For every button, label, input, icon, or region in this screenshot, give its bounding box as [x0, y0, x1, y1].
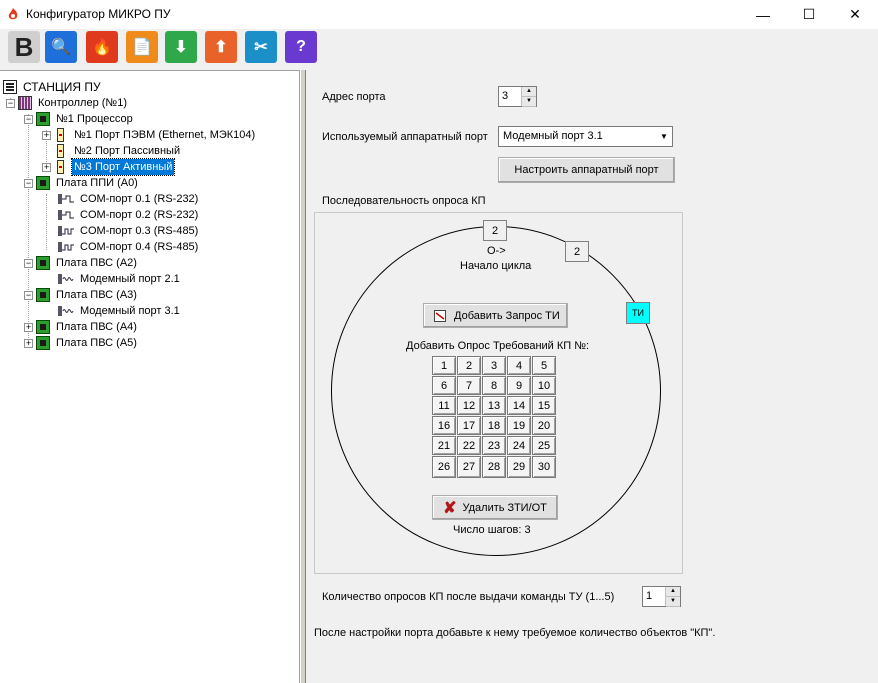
kp-number-button-14[interactable]: 14 — [507, 396, 531, 415]
hw-port-select[interactable] — [498, 126, 673, 147]
tree-node-port2[interactable] — [54, 143, 182, 159]
tree-node-com04[interactable] — [58, 239, 200, 255]
window-title: Конфигуратор МИКРО ПУ — [26, 7, 171, 21]
tree-label: №2 Порт Пассивный — [74, 145, 181, 157]
cycle-start-label: Начало цикла — [460, 260, 532, 272]
minimize-icon: — — [756, 6, 770, 23]
add-request-icon — [434, 310, 446, 322]
collapse-toggle[interactable]: − — [7, 97, 14, 108]
kp-number-button-20[interactable]: 20 — [532, 416, 556, 435]
maximize-icon: ☐ — [802, 6, 816, 22]
tree-label: Модемный порт 2.1 — [80, 273, 180, 285]
port-icon — [57, 144, 64, 158]
add-ti-request-button[interactable] — [423, 303, 568, 328]
poll-count-spinner[interactable] — [642, 586, 681, 607]
kp-number-button-15[interactable]: 15 — [532, 396, 556, 415]
sequence-label: Последовательность опроса КП — [322, 195, 486, 207]
tree-label: Плата ПВС (А3) — [56, 289, 137, 301]
kp-number-button-13[interactable]: 13 — [482, 396, 506, 415]
tree-node-pvs3[interactable] — [24, 287, 139, 303]
tree-node-modem21[interactable] — [58, 271, 182, 287]
tree-node-processor[interactable] — [24, 111, 135, 127]
poll-count-label: Количество опросов КП после выдачи команды ТУ (1...5) — [322, 591, 615, 603]
spin-down-icon[interactable]: ▼ — [666, 597, 680, 607]
kp-number-button-29[interactable]: 29 — [507, 456, 531, 478]
spin-down-icon[interactable]: ▼ — [522, 97, 536, 107]
kp-number-button-17[interactable]: 17 — [457, 416, 481, 435]
com-port-icon — [58, 209, 74, 221]
kp-number-button-2[interactable]: 2 — [457, 356, 481, 375]
board-icon — [36, 112, 50, 126]
kp-number-button-22[interactable]: 22 — [457, 436, 481, 455]
app-icon — [6, 7, 20, 21]
kp-number-button-27[interactable]: 27 — [457, 456, 481, 478]
maximize-button[interactable] — [786, 0, 832, 29]
letter-b-icon: B — [14, 31, 34, 62]
kp-number-grid — [432, 356, 558, 478]
board-icon — [36, 256, 50, 270]
kp-number-button-1[interactable]: 1 — [432, 356, 456, 375]
tools-icon: ✂ — [254, 39, 268, 56]
collapse-toggle[interactable]: − — [25, 257, 32, 268]
expand-toggle[interactable]: + — [25, 321, 32, 332]
search-button[interactable] — [45, 31, 77, 63]
board-icon — [36, 320, 50, 334]
upload-button[interactable] — [205, 31, 237, 63]
close-icon: ✕ — [849, 6, 861, 22]
kp-number-button-21[interactable]: 21 — [432, 436, 456, 455]
kp-number-button-12[interactable]: 12 — [457, 396, 481, 415]
cycle-step-second[interactable]: 2 — [565, 241, 589, 262]
search-icon: 🔍 — [51, 39, 71, 56]
upload-icon: ⬆ — [214, 39, 228, 56]
rs485-icon — [58, 241, 74, 253]
tree-node-modem31[interactable] — [58, 303, 182, 319]
help-button[interactable] — [285, 31, 317, 63]
spin-up-icon[interactable]: ▲ — [522, 87, 536, 97]
configure-hw-port-button[interactable]: Настроить аппаратный порт — [498, 157, 675, 183]
delete-zti-label: Удалить ЗТИ/ОТ — [462, 501, 547, 514]
tree-node-ppi[interactable] — [24, 175, 140, 191]
tree-label: №1 Порт ПЭВМ (Ethernet, МЭК104) — [74, 129, 256, 141]
modem-icon — [58, 305, 74, 317]
tree-node-station[interactable] — [3, 79, 103, 95]
rs485-icon — [58, 225, 74, 237]
fire-button[interactable] — [86, 31, 118, 63]
kp-number-button-25[interactable]: 25 — [532, 436, 556, 455]
tree-label: COM-порт 0.4 (RS-485) — [80, 241, 199, 253]
tree-label: COM-порт 0.3 (RS-485) — [80, 225, 199, 237]
kp-number-button-5[interactable]: 5 — [532, 356, 556, 375]
kp-number-button-4[interactable]: 4 — [507, 356, 531, 375]
collapse-toggle[interactable]: − — [25, 177, 32, 188]
title-bar — [0, 0, 878, 29]
spin-up-icon[interactable]: ▲ — [666, 587, 680, 597]
station-icon — [3, 80, 17, 94]
kp-number-button-6[interactable]: 6 — [432, 376, 456, 395]
fire-icon: 🔥 — [92, 39, 112, 56]
steps-count-label: Число шагов: 3 — [453, 524, 531, 536]
tree-node-com01[interactable] — [58, 191, 200, 207]
kp-number-button-10[interactable]: 10 — [532, 376, 556, 395]
kp-number-button-18[interactable]: 18 — [482, 416, 506, 435]
expand-toggle[interactable]: + — [43, 161, 50, 172]
port-address-value: 3 — [502, 90, 509, 102]
port-address-label: Адрес порта — [322, 91, 386, 103]
download-icon: ⬇ — [174, 39, 188, 56]
tree-node-port1[interactable] — [42, 127, 257, 143]
modem-icon — [58, 273, 74, 285]
tree-node-pvs5[interactable] — [24, 335, 139, 351]
tree-label: Модемный порт 3.1 — [80, 305, 180, 317]
hw-port-label: Используемый аппаратный порт — [322, 131, 488, 143]
tree-label: COM-порт 0.2 (RS-232) — [80, 209, 199, 221]
expand-toggle[interactable]: + — [43, 129, 50, 140]
letter-b-button[interactable] — [8, 31, 40, 63]
tree-node-pvs2[interactable] — [24, 255, 139, 271]
cycle-step-top[interactable]: 2 — [483, 220, 507, 241]
cycle-start-symbol: O-> — [487, 245, 506, 257]
tree-label: Плата ПВС (А5) — [56, 337, 137, 349]
tree-node-port3[interactable] — [42, 159, 174, 175]
hint-text: После настройки порта добавьте к нему требуемое количество объектов "КП". — [314, 627, 716, 639]
chevron-down-icon: ▼ — [660, 132, 668, 141]
kp-number-button-28[interactable]: 28 — [482, 456, 506, 478]
kp-number-button-3[interactable]: 3 — [482, 356, 506, 375]
board-icon — [36, 288, 50, 302]
delete-x-icon: ✘ — [443, 499, 457, 517]
com-port-icon — [58, 193, 74, 205]
tree-label: №1 Процессор — [56, 113, 133, 125]
port-address-spinner[interactable] — [498, 86, 537, 107]
kp-number-button-23[interactable]: 23 — [482, 436, 506, 455]
tree-node-com03[interactable] — [58, 223, 200, 239]
tree-label: Плата ППИ (А0) — [56, 177, 138, 189]
help-icon: ? — [296, 38, 306, 55]
port-icon — [57, 160, 64, 174]
kp-number-button-9[interactable]: 9 — [507, 376, 531, 395]
poll-count-value: 1 — [646, 590, 653, 602]
tree-label: COM-порт 0.1 (RS-232) — [80, 193, 199, 205]
document-button[interactable] — [126, 31, 158, 63]
kp-number-button-30[interactable]: 30 — [532, 456, 556, 478]
tools-button[interactable] — [245, 31, 277, 63]
close-button[interactable] — [832, 0, 878, 29]
board-icon — [36, 336, 50, 350]
tree-label: Контроллер (№1) — [38, 97, 128, 109]
kp-number-button-19[interactable]: 19 — [507, 416, 531, 435]
tree-node-com02[interactable] — [58, 207, 200, 223]
minimize-button[interactable] — [740, 0, 786, 29]
tree-label: СТАНЦИЯ ПУ — [23, 80, 101, 94]
ti-marker[interactable]: ТИ — [626, 302, 650, 324]
kp-number-button-26[interactable]: 26 — [432, 456, 456, 478]
delete-zti-button[interactable] — [432, 495, 558, 520]
tree-label: Плата ПВС (А2) — [56, 257, 137, 269]
download-button[interactable] — [165, 31, 197, 63]
hw-port-value: Модемный порт 3.1 — [503, 130, 603, 142]
tree-label: Плата ПВС (А4) — [56, 321, 137, 333]
panel-splitter[interactable] — [300, 70, 306, 683]
kp-number-button-11[interactable]: 11 — [432, 396, 456, 415]
tree-node-pvs4[interactable] — [24, 319, 139, 335]
kp-number-button-16[interactable]: 16 — [432, 416, 456, 435]
kp-number-button-8[interactable]: 8 — [482, 376, 506, 395]
kp-number-button-24[interactable]: 24 — [507, 436, 531, 455]
config-tree — [0, 70, 300, 683]
tree-node-controller[interactable] — [6, 95, 129, 111]
collapse-toggle[interactable]: − — [25, 289, 32, 300]
expand-toggle[interactable]: + — [25, 337, 32, 348]
collapse-toggle[interactable]: − — [25, 113, 32, 124]
document-icon: 📄 — [132, 39, 152, 56]
kp-number-button-7[interactable]: 7 — [457, 376, 481, 395]
port-icon — [57, 128, 64, 142]
add-ti-request-label: Добавить Запрос ТИ — [454, 309, 560, 322]
controller-icon — [18, 96, 32, 110]
add-demand-label: Добавить Опрос Требований КП №: — [406, 340, 590, 352]
tree-label-selected: №3 Порт Активный — [74, 161, 173, 173]
board-icon — [36, 176, 50, 190]
